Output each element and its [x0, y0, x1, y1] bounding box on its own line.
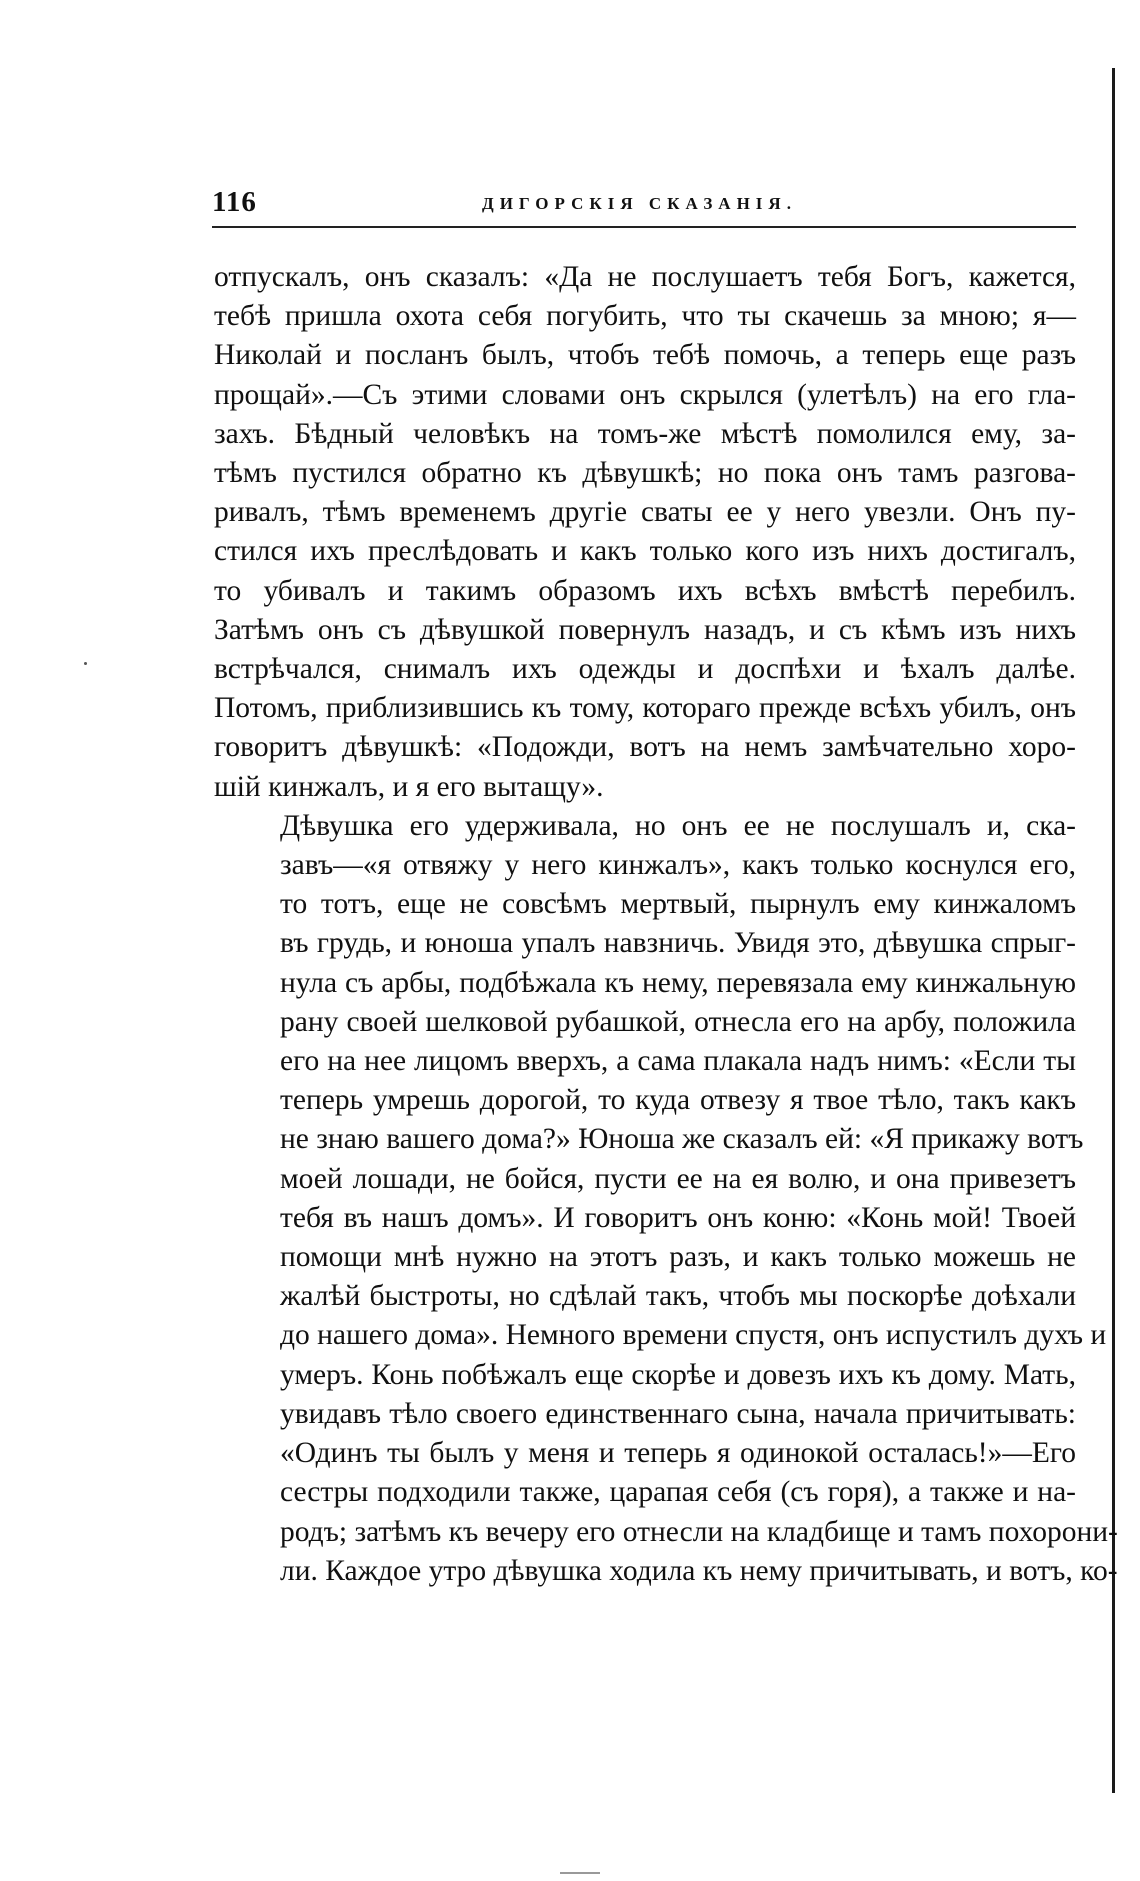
text-line: то убивалъ и такимъ образомъ ихъ всѣхъ вмѣстѣ перебилъ. [214, 574, 1076, 607]
text-line: жалѣй быстроты, но сдѣлай такъ, чтобъ мы поскорѣе доѣхали [280, 1280, 1076, 1313]
page-header [212, 186, 1076, 226]
text-line: отпускалъ, онъ сказалъ: «Да не послушаетъ тебя Богъ, кажется, [214, 261, 1076, 293]
text-line: не знаю вашего дома?» Юноша же сказалъ ей: «Я прикажу вотъ [280, 1123, 1084, 1156]
body-text [214, 258, 1118, 1591]
text-line: родъ; затѣмъ къ вечеру его отнесли на кладбище и тамъ похорони- [280, 1515, 1118, 1548]
text-line: завъ—«я отвяжу у него кинжалъ», какъ только коснулся его, [280, 849, 1076, 882]
paragraph-1 [214, 258, 1076, 807]
text-line: рану своей шелковой рубашкой, отнесла его на арбу, положила [280, 1005, 1076, 1038]
text-line: тебя въ нашъ домъ». И говоритъ онъ коню: «Конь мой! Твоей [280, 1201, 1076, 1234]
running-title: ДИГОРСКІЯ СКАЗАНІЯ. [482, 194, 797, 213]
page-number: 116 [212, 186, 257, 218]
text-line: «Одинъ ты былъ у меня и теперь я одинокой осталась!»—Его [280, 1437, 1076, 1470]
text-line: захъ. Бѣдный человѣкъ на томъ-же мѣстѣ помолился ему, за- [214, 417, 1076, 450]
paragraph-2 [214, 807, 1118, 1591]
text-line: Затѣмъ онъ съ дѣвушкой повернулъ назадъ, и съ кѣмъ изъ нихъ [214, 613, 1076, 646]
bottom-smudge [560, 1872, 600, 1874]
text-line: прощай».—Съ этими словами онъ скрылся (улетѣлъ) на его гла- [214, 378, 1076, 411]
text-line: тебѣ пришла охота себя погубить, что ты скачешь за мною; я— [214, 300, 1076, 333]
text-line: умеръ. Конь побѣжалъ еще скорѣе и довезъ ихъ къ дому. Мать, [280, 1358, 1076, 1391]
margin-speck [84, 662, 87, 665]
text-line: сестры подходили также, царапая себя (съ горя), а также и на- [280, 1476, 1076, 1509]
header-rule [212, 226, 1076, 228]
text-line: стился ихъ преслѣдовать и какъ только кого изъ нихъ достигалъ, [214, 535, 1076, 568]
text-line: его на нее лицомъ вверхъ, а сама плакала надъ нимъ: «Если ты [280, 1045, 1076, 1078]
text-line: тѣмъ пустился обратно къ дѣвушкѣ; но пока онъ тамъ разгова- [214, 457, 1076, 490]
text-line: встрѣчался, снималъ ихъ одежды и доспѣхи и ѣхалъ далѣе. [214, 653, 1076, 686]
text-line: до нашего дома». Немного времени спустя, онъ испустилъ духъ и [280, 1319, 1107, 1352]
text-line: шій кинжалъ, и я его вытащу». [214, 770, 604, 803]
text-line: теперь умрешь дорогой, то куда отвезу я твое тѣло, такъ какъ [280, 1084, 1076, 1117]
text-line: то тотъ, еще не совсѣмъ мертвый, пырнулъ ему кинжаломъ [280, 888, 1076, 921]
text-line: Николай и посланъ былъ, чтобъ тебѣ помочь, а теперь еще разъ [214, 339, 1076, 372]
text-line: Дѣвушка его удерживала, но онъ ее не послушалъ и, ска- [280, 809, 1076, 842]
text-line: моей лошади, не бойся, пусти ее на ея волю, и она привезетъ [280, 1162, 1076, 1195]
text-line: нула съ арбы, подбѣжала къ нему, перевязала ему кинжальную [280, 966, 1076, 999]
text-line: говоритъ дѣвушкѣ: «Подожди, вотъ на немъ замѣчательно хоро- [214, 731, 1076, 764]
text-line: въ грудь, и юноша упалъ навзничь. Увидя это, дѣвушка спрыг- [280, 927, 1076, 960]
text-line: увидавъ тѣло своего единственнаго сына, начала причитывать: [280, 1397, 1076, 1430]
text-line: Потомъ, приблизившись къ тому, котораго прежде всѣхъ убилъ, онъ [214, 692, 1076, 725]
text-line: ривалъ, тѣмъ временемъ другіе сваты ее у него увезли. Онъ пу- [214, 496, 1076, 529]
text-line: ли. Каждое утро дѣвушка ходила къ нему причитывать, и вотъ, ко- [280, 1554, 1118, 1587]
text-line: помощи мнѣ нужно на этотъ разъ, и какъ только можешь не [280, 1241, 1076, 1274]
